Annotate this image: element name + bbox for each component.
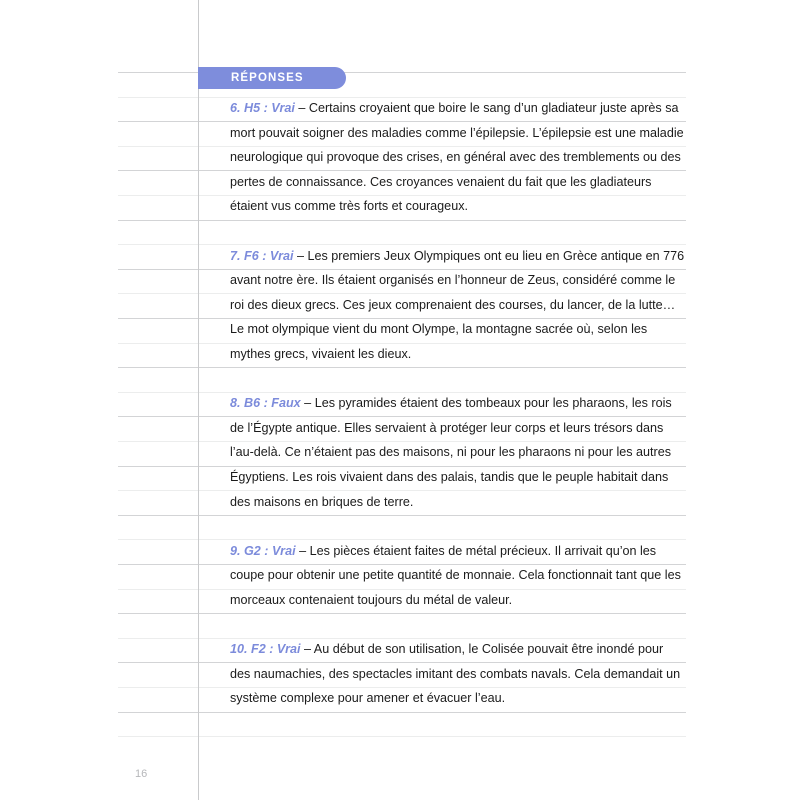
- answer-paragraph: [230, 637, 685, 711]
- section-banner-reponses: [198, 67, 346, 89]
- answer-label: 10. F2 : Vrai: [230, 642, 301, 657]
- answer-paragraph: [230, 539, 685, 613]
- answer-paragraph: [230, 391, 685, 514]
- page-content-column: [198, 0, 688, 800]
- answer-paragraph: [230, 96, 685, 219]
- answer-text: Les pièces étaient faites de métal précieux. Il arrivait qu’on les coupe pour obtenir une petite quantité de monnaie. Cela fonctionnait tant que les morceaux contenaient toujours du métal de valeur.: [230, 543, 681, 607]
- answer-label: 9. G2 : Vrai: [230, 543, 296, 558]
- answer-dash: –: [294, 101, 309, 115]
- answer-label: 7. F6 : Vrai: [230, 248, 294, 263]
- answer-label: 6. H5 : Vrai: [230, 101, 295, 115]
- answer-text: Certains croyaient que boire le sang d’un gladiateur juste après sa mort pouvait soigner des maladies comme l’épilepsie. L’épilepsie est une maladie neurologique qui provoque des crises, en général avec des tremblements ou des pertes de connaissance. Ces croyances venaient du fait que les gladiateurs étaient vus comme très forts et courageux.: [230, 101, 684, 214]
- answer-dash: –: [300, 642, 314, 657]
- answer-dash: –: [293, 248, 308, 263]
- answer-paragraph: [230, 244, 685, 367]
- answer-text: Les premiers Jeux Olympiques ont eu lieu en Grèce antique en 776 avant notre ère. Ils étaient organisés en l’honneur de Zeus, considéré comme le roi des dieux grecs. Ces jeux comprenaient des courses, du lancer, de la lutte… Le mot olympique vient du mont Olympe, la montagne sacrée où, selon les mythes grecs, vivaient les dieux.: [230, 248, 685, 361]
- answer-dash: –: [300, 396, 315, 411]
- page-number: 16: [135, 768, 148, 780]
- answers-list: [230, 96, 685, 735]
- answer-label: 8. B6 : Faux: [230, 396, 301, 411]
- section-banner-label: RÉPONSES: [231, 72, 304, 84]
- answer-text: Les pyramides étaient des tombeaux pour les pharaons, les rois de l’Égypte antique. Elles servaient à protéger leur corps et leurs trésors dans l’au-delà. Ce n’étaient pas des maisons, ni pour les pharaons ni pour les autres Égyptiens. Les rois vivaient dans des palais, tandis que le peuple habitait dans des maisons en briques de terre.: [230, 396, 672, 509]
- answer-dash: –: [295, 543, 310, 558]
- answer-text: Au début de son utilisation, le Colisée pouvait être inondé pour des naumachies, des spectacles imitant des combats navals. Cela demandait un système complexe pour amener et évacuer l’eau.: [230, 642, 681, 706]
